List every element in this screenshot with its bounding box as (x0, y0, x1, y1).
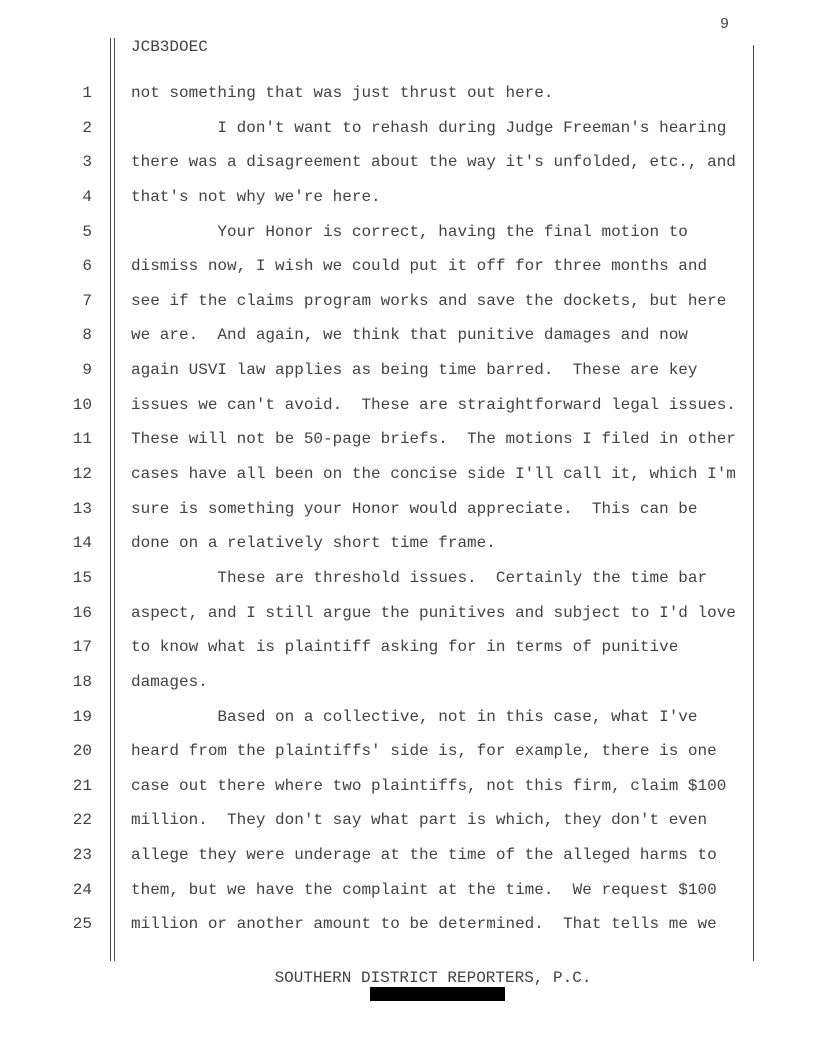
transcript-line (55, 152, 755, 187)
line-number: 4 (82, 187, 92, 206)
transcript-line (55, 395, 755, 430)
line-text: Based on a collective, not in this case, what I've (131, 707, 698, 726)
transcript-line (55, 83, 755, 118)
line-text: damages. (131, 672, 208, 691)
line-number: 5 (82, 222, 92, 241)
transcript-line (55, 568, 755, 603)
line-text: These will not be 50-page briefs. The motions I filed in other (131, 430, 736, 449)
line-text: again USVI law applies as being time barred. These are key (131, 361, 698, 380)
line-number: 24 (72, 880, 92, 899)
line-number: 1 (82, 84, 92, 102)
line-number: 14 (72, 534, 92, 553)
transcript-line (55, 914, 755, 949)
line-text: sure is something your Honor would appreciate. This can be (131, 499, 698, 518)
transcript-line (55, 187, 755, 222)
line-number: 23 (72, 846, 92, 865)
line-number: 19 (72, 707, 92, 726)
transcript-line (55, 741, 755, 776)
line-number: 8 (82, 326, 92, 345)
transcript-header-id: JCB3DOEC (131, 38, 208, 56)
transcript-line (55, 256, 755, 291)
line-number: 12 (72, 465, 92, 484)
line-text: see if the claims program works and save the dockets, but here (131, 291, 727, 310)
line-number: 15 (72, 568, 92, 587)
line-number: 20 (72, 742, 92, 761)
line-number: 22 (72, 811, 92, 830)
line-text: that's not why we're here. (131, 187, 381, 206)
line-text: Your Honor is correct, having the final motion to (131, 222, 688, 241)
line-text: not something that was just thrust out here. (131, 84, 554, 102)
transcript-line (55, 845, 755, 880)
line-text: issues we can't avoid. These are straightforward legal issues. (131, 395, 736, 414)
transcript-lines (55, 83, 755, 949)
line-number: 3 (82, 153, 92, 172)
transcript-line (55, 533, 755, 568)
transcript-line (55, 637, 755, 672)
transcript-line (55, 118, 755, 153)
line-text: case out there where two plaintiffs, not this firm, claim $100 (131, 776, 727, 795)
transcript-line (55, 360, 755, 395)
line-text: heard from the plaintiffs' side is, for example, there is one (131, 742, 717, 761)
transcript-line (55, 464, 755, 499)
line-text: to know what is plaintiff asking for in terms of punitive (131, 638, 679, 657)
line-number: 25 (72, 915, 92, 934)
line-text: cases have all been on the concise side I'll call it, which I'm (131, 465, 736, 484)
line-text: aspect, and I still argue the punitives and subject to I'd love (131, 603, 736, 622)
transcript-line (55, 499, 755, 534)
transcript-line (55, 707, 755, 742)
redaction-bar (370, 987, 505, 1001)
transcript-line (55, 880, 755, 915)
line-number: 7 (82, 291, 92, 310)
transcript-line (55, 603, 755, 638)
line-number: 6 (82, 257, 92, 276)
page-number: 9 (719, 16, 729, 33)
line-number: 17 (72, 638, 92, 657)
line-text: we are. And again, we think that punitive damages and now (131, 326, 688, 345)
line-text: them, but we have the complaint at the time. We request $100 (131, 880, 717, 899)
line-text: million. They don't say what part is which, they don't even (131, 811, 708, 830)
transcript-line (55, 291, 755, 326)
line-number: 10 (72, 395, 92, 414)
line-text: there was a disagreement about the way it's unfolded, etc., and (131, 153, 736, 172)
line-text: I don't want to rehash during Judge Freeman's hearing (131, 118, 727, 137)
line-text: allege they were underage at the time of the alleged harms to (131, 846, 717, 865)
line-number: 2 (82, 118, 92, 137)
line-number: 13 (72, 499, 92, 518)
line-number: 18 (72, 672, 92, 691)
line-number: 21 (72, 776, 92, 795)
transcript-line (55, 429, 755, 464)
line-number: 11 (72, 430, 92, 449)
line-number: 16 (72, 603, 92, 622)
transcript-line (55, 776, 755, 811)
line-text: million or another amount to be determined. That tells me we (131, 915, 717, 934)
transcript-line (55, 672, 755, 707)
line-text: done on a relatively short time frame. (131, 534, 496, 553)
line-text: These are threshold issues. Certainly the time bar (131, 568, 708, 587)
transcript-line (55, 222, 755, 257)
reporter-footer: SOUTHERN DISTRICT REPORTERS, P.C. (274, 969, 592, 987)
transcript-line (55, 325, 755, 360)
line-number: 9 (82, 361, 92, 380)
line-text: dismiss now, I wish we could put it off for three months and (131, 257, 708, 276)
transcript-line (55, 810, 755, 845)
